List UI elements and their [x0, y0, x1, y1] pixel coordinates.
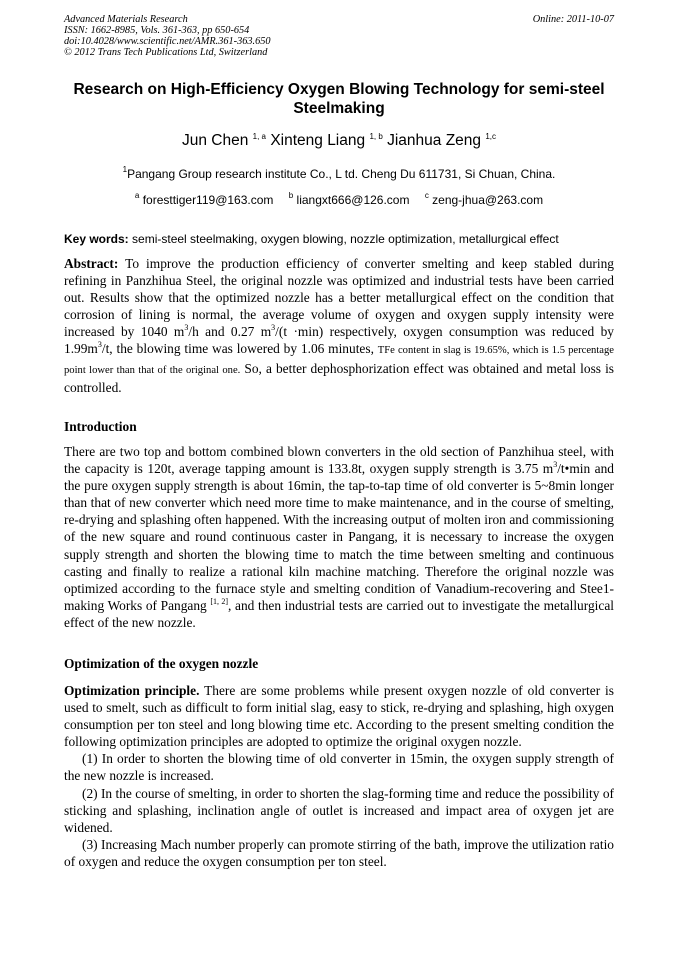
email: liangxt666@126.com: [296, 193, 410, 207]
email: foresttiger119@163.com: [142, 193, 274, 207]
keywords-text: semi-steel steelmaking, oxygen blowing, nozzle optimization, metallurgical effect: [132, 232, 559, 246]
author-sup: 1, b: [369, 132, 383, 141]
email: zeng-jhua@263.com: [432, 193, 544, 207]
intro-text: There are two top and bottom combined blown converters in the old section of Panzhihua steel, with the capacity is 120t, average tapping amount is 133.8t, oxygen supply strength is 3.75 m: [64, 444, 614, 477]
keywords-label: Key words:: [64, 232, 129, 246]
principle-paragraph: [64, 682, 614, 750]
journal-name: Advanced Materials Research: [64, 14, 188, 25]
superscript: 3: [184, 323, 189, 333]
abstract-text: To improve the production efficiency of converter smelting and keep stabled during refining in Panzhihua Steel, the original nozzle was optimized and industrial tests have been carried out. Results show that the optimized nozzle has a better metallurgical effect on the condition that corrosion of lining is normal, the average volume of oxygen and oxygen supply intensity were increased by 1040 m: [64, 256, 614, 340]
abstract-text: /t, the blowing time was lowered by 1.06 minutes,: [101, 341, 378, 357]
journal-header: [64, 14, 614, 58]
section-heading-introduction: Introduction: [64, 419, 137, 434]
principle-item: (1) In order to shorten the blowing time of old converter in 15min, the oxygen supply strength of the new nozzle is increased.: [64, 751, 614, 784]
abstract-text: So, a better dephosphorization effect was obtained and metal loss is controlled.: [64, 360, 614, 395]
authors: [0, 132, 678, 150]
superscript: 3: [553, 460, 558, 470]
section-heading-optimization: Optimization of the oxygen nozzle: [64, 656, 259, 671]
author-name: Xinteng Liang: [270, 132, 366, 149]
author-name: Jun Chen: [181, 132, 249, 149]
author-sup: 1, a: [252, 132, 266, 141]
emails: [0, 193, 678, 207]
email-sup: c: [424, 191, 429, 200]
online-date: Online: 2011-10-07: [532, 14, 614, 25]
email-sup: b: [288, 191, 294, 200]
principle-label: Optimization principle.: [64, 683, 200, 698]
keywords: [64, 232, 624, 246]
intro-text: /t•min and the pure oxygen supply strength is about 16min, the tap-to-tap time of old converter is 5~8min longer than that of new converter which need more time to make maintenance, and in the course of smelting, re-drying and splashing often happened. With the increasing output of molten iron and commissioning of the new square and round continuous caster in Pangang, it is necessary to increase the oxygen supply strength and shorten the blowing time to match the time between smelting and continuous casting and finally to realize a rational kiln machine matching. Therefore the original nozzle was optimized according to the furnace style and smelting condition of Vanadium-recovering and Stee1-making Works of Pangang: [64, 461, 614, 613]
abstract-text: /(t ·min) respectively, oxygen consumption was reduced by 1.99m: [64, 324, 614, 357]
email-sup: a: [134, 191, 140, 200]
intro-text: , and then industrial tests are carried out to investigate the metallurgical effect of the new nozzle.: [64, 597, 614, 630]
author-sup: 1,c: [485, 132, 497, 141]
principle-text: There are some problems while present oxygen nozzle of old converter is used to smelt, such as difficult to form initial slag, easy to stick, re-drying and splashing, high oxygen consumption per ton steel and long blowing time etc. According to the present smelting condition the following optimization principles are adopted to optimize the original oxygen nozzle.: [64, 683, 614, 750]
paper-title: Research on High-Efficiency Oxygen Blowing Technology for semi-steel Steelmaking: [73, 81, 605, 117]
affiliation: [0, 167, 678, 181]
abstract: [64, 255, 614, 396]
copyright: © 2012 Trans Tech Publications Ltd, Switzerland: [64, 47, 268, 58]
citation: [1, 2]: [210, 596, 229, 606]
author-name: Jianhua Zeng: [387, 132, 482, 149]
abstract-text-small: TFe content in slag is 19.65%, which is 1.5 percentage point lower than that of the original one.: [64, 345, 614, 376]
issn: ISSN: 1662-8985, Vols. 361-363, pp 650-654: [64, 25, 250, 36]
abstract-label: Abstract:: [64, 256, 119, 271]
affiliation-text: Pangang Group research institute Co., L td. Cheng Du 611731, Si Chuan, China.: [127, 167, 556, 181]
doi: doi:10.4028/www.scientific.net/AMR.361-363.650: [64, 36, 271, 47]
principle-item: (3) Increasing Mach number properly can promote stirring of the bath, improve the utilization ratio of oxygen and reduce the oxygen consumption per ton steel.: [64, 836, 614, 869]
abstract-text: /h and 0.27 m: [188, 324, 272, 340]
superscript: 3: [271, 323, 276, 333]
principle-item: (2) In the course of smelting, in order to shorten the slag-forming time and reduce the possibility of sticking and splashing, inclination angle of outlet is increased and impact area of oxygen jet are widened.: [64, 785, 614, 835]
optimization-section: [64, 682, 614, 870]
introduction-paragraph: [64, 443, 614, 631]
affiliation-sup: 1: [122, 165, 128, 174]
superscript: 3: [97, 340, 102, 350]
